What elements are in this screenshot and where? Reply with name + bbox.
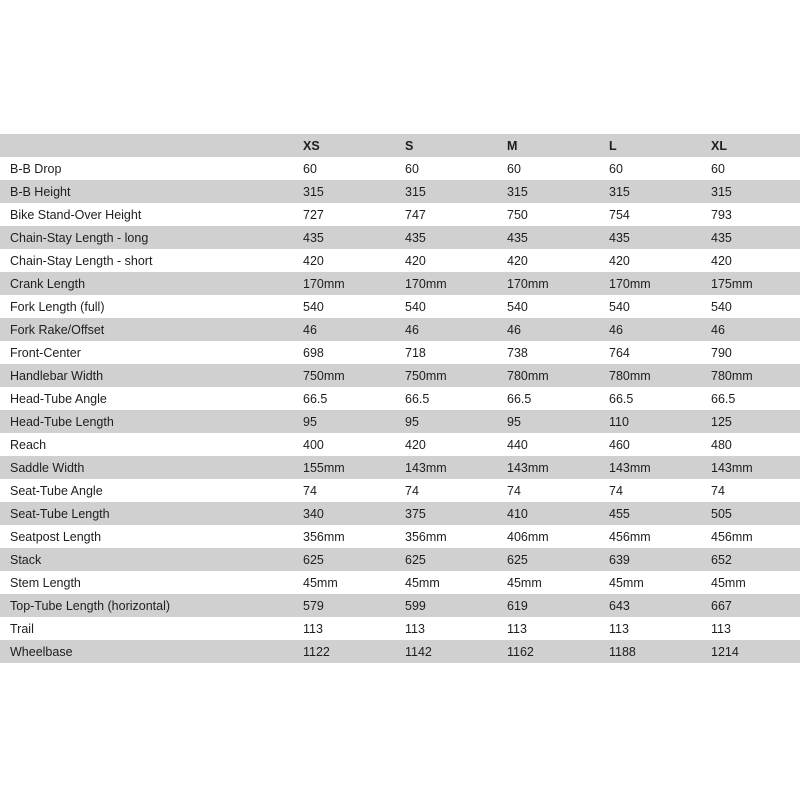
table-cell: 619 <box>507 598 528 613</box>
table-cell: 420 <box>609 253 630 268</box>
table-cell: 170mm <box>507 276 549 291</box>
column-header: XS <box>303 138 320 153</box>
table-cell: 315 <box>711 184 732 199</box>
row-label: Trail <box>10 621 34 636</box>
table-cell: 540 <box>711 299 732 314</box>
table-cell: 95 <box>507 414 521 429</box>
table-cell: 456mm <box>609 529 651 544</box>
table-cell: 435 <box>405 230 426 245</box>
table-cell: 46 <box>711 322 725 337</box>
table-cell: 66.5 <box>609 391 634 406</box>
row-label: Front-Center <box>10 345 81 360</box>
table-row <box>0 180 800 203</box>
table-cell: 540 <box>609 299 630 314</box>
table-cell: 420 <box>405 253 426 268</box>
table-cell: 780mm <box>609 368 651 383</box>
column-header: M <box>507 138 518 153</box>
table-cell: 790 <box>711 345 732 360</box>
table-cell: 60 <box>711 161 725 176</box>
column-header: XL <box>711 138 727 153</box>
table-cell: 66.5 <box>303 391 328 406</box>
row-label: Wheelbase <box>10 644 73 659</box>
row-label: Seat-Tube Length <box>10 506 110 521</box>
table-cell: 420 <box>405 437 426 452</box>
table-cell: 764 <box>609 345 630 360</box>
table-cell: 625 <box>405 552 426 567</box>
row-label: B-B Height <box>10 184 71 199</box>
table-cell: 750mm <box>303 368 345 383</box>
table-cell: 74 <box>405 483 419 498</box>
table-cell: 45mm <box>711 575 746 590</box>
table-cell: 113 <box>303 621 323 636</box>
table-cell: 625 <box>303 552 324 567</box>
table-cell: 1162 <box>507 644 534 659</box>
table-row <box>0 226 800 249</box>
table-cell: 340 <box>303 506 324 521</box>
table-cell: 45mm <box>405 575 440 590</box>
table-cell: 74 <box>507 483 521 498</box>
table-cell: 440 <box>507 437 528 452</box>
header-corner-cell <box>0 134 303 157</box>
table-cell: 45mm <box>303 575 338 590</box>
row-label: B-B Drop <box>10 161 62 176</box>
table-cell: 754 <box>609 207 630 222</box>
table-cell: 113 <box>405 621 425 636</box>
row-label: Fork Rake/Offset <box>10 322 105 337</box>
table-cell: 435 <box>609 230 630 245</box>
table-cell: 652 <box>711 552 732 567</box>
table-cell: 66.5 <box>507 391 532 406</box>
table-cell: 143mm <box>405 460 447 475</box>
table-cell: 125 <box>711 414 732 429</box>
table-row <box>0 617 800 640</box>
table-row <box>0 640 800 663</box>
table-cell: 46 <box>609 322 623 337</box>
table-row <box>0 456 800 479</box>
table-cell: 170mm <box>609 276 651 291</box>
row-label: Saddle Width <box>10 460 85 475</box>
table-row <box>0 203 800 226</box>
table-cell: 315 <box>609 184 630 199</box>
table-cell: 60 <box>609 161 623 176</box>
table-row <box>0 387 800 410</box>
table-row <box>0 548 800 571</box>
table-cell: 1188 <box>609 644 636 659</box>
table-cell: 750 <box>507 207 528 222</box>
table-cell: 455 <box>609 506 630 521</box>
table-cell: 480 <box>711 437 732 452</box>
table-cell: 45mm <box>609 575 644 590</box>
column-header: S <box>405 138 414 153</box>
row-label: Stack <box>10 552 42 567</box>
table-cell: 747 <box>405 207 426 222</box>
table-cell: 315 <box>303 184 324 199</box>
row-label: Bike Stand-Over Height <box>10 207 142 222</box>
table-cell: 175mm <box>711 276 753 291</box>
table-cell: 780mm <box>711 368 753 383</box>
table-cell: 1142 <box>405 644 432 659</box>
table-row <box>0 594 800 617</box>
row-label: Head-Tube Angle <box>10 391 107 406</box>
table-cell: 639 <box>609 552 630 567</box>
table-row <box>0 525 800 548</box>
table-cell: 625 <box>507 552 528 567</box>
table-cell: 420 <box>711 253 732 268</box>
table-row <box>0 249 800 272</box>
table-cell: 727 <box>303 207 324 222</box>
row-label: Seat-Tube Angle <box>10 483 103 498</box>
row-label: Seatpost Length <box>10 529 102 544</box>
table-row <box>0 272 800 295</box>
table-row <box>0 295 800 318</box>
table-row <box>0 433 800 456</box>
row-label: Reach <box>10 437 47 452</box>
table-cell: 579 <box>303 598 324 613</box>
table-cell: 456mm <box>711 529 753 544</box>
table-cell: 60 <box>405 161 419 176</box>
header-row <box>0 134 800 157</box>
table-row <box>0 364 800 387</box>
table-cell: 400 <box>303 437 324 452</box>
table-cell: 66.5 <box>711 391 736 406</box>
table-cell: 315 <box>507 184 528 199</box>
table-cell: 540 <box>507 299 528 314</box>
table-cell: 110 <box>609 414 629 429</box>
table-cell: 95 <box>303 414 317 429</box>
table-cell: 155mm <box>303 460 345 475</box>
table-cell: 667 <box>711 598 732 613</box>
table-row <box>0 502 800 525</box>
table-cell: 170mm <box>303 276 345 291</box>
table-cell: 170mm <box>405 276 447 291</box>
table-cell: 1214 <box>711 644 739 659</box>
table-row <box>0 318 800 341</box>
table-cell: 113 <box>609 621 629 636</box>
table-cell: 643 <box>609 598 630 613</box>
table-cell: 718 <box>405 345 426 360</box>
table-cell: 45mm <box>507 575 542 590</box>
table-cell: 315 <box>405 184 426 199</box>
table-cell: 750mm <box>405 368 447 383</box>
table-cell: 738 <box>507 345 528 360</box>
table-cell: 599 <box>405 598 426 613</box>
table-cell: 435 <box>711 230 732 245</box>
table-cell: 143mm <box>609 460 651 475</box>
row-label: Chain-Stay Length - long <box>10 230 149 245</box>
table-cell: 143mm <box>711 460 753 475</box>
table-cell: 420 <box>507 253 528 268</box>
table-cell: 410 <box>507 506 528 521</box>
row-label: Chain-Stay Length - short <box>10 253 153 268</box>
table-cell: 540 <box>405 299 426 314</box>
table-cell: 66.5 <box>405 391 430 406</box>
row-label: Handlebar Width <box>10 368 104 383</box>
row-label: Top-Tube Length (horizontal) <box>10 598 171 613</box>
table-cell: 46 <box>303 322 317 337</box>
table-cell: 74 <box>609 483 623 498</box>
table-cell: 46 <box>507 322 521 337</box>
table-row <box>0 571 800 594</box>
table-cell: 780mm <box>507 368 549 383</box>
table-cell: 95 <box>405 414 419 429</box>
table-cell: 60 <box>507 161 521 176</box>
row-label: Fork Length (full) <box>10 299 105 314</box>
table-cell: 356mm <box>303 529 345 544</box>
table-cell: 1122 <box>303 644 330 659</box>
table-row <box>0 341 800 364</box>
table-cell: 406mm <box>507 529 549 544</box>
row-label: Stem Length <box>10 575 81 590</box>
table-cell: 793 <box>711 207 732 222</box>
table-row <box>0 479 800 502</box>
table-cell: 74 <box>711 483 725 498</box>
column-header: L <box>609 138 617 153</box>
table-cell: 698 <box>303 345 324 360</box>
table-cell: 435 <box>303 230 324 245</box>
geometry-table <box>0 134 800 663</box>
table-cell: 113 <box>711 621 731 636</box>
table-cell: 60 <box>303 161 317 176</box>
table-row <box>0 410 800 433</box>
table-cell: 74 <box>303 483 317 498</box>
row-label: Crank Length <box>10 276 86 291</box>
table-row <box>0 157 800 180</box>
table-cell: 143mm <box>507 460 549 475</box>
table-cell: 460 <box>609 437 630 452</box>
table-cell: 356mm <box>405 529 447 544</box>
table-cell: 435 <box>507 230 528 245</box>
table-cell: 113 <box>507 621 527 636</box>
table-cell: 46 <box>405 322 419 337</box>
table-cell: 375 <box>405 506 426 521</box>
table-cell: 420 <box>303 253 324 268</box>
table-cell: 540 <box>303 299 324 314</box>
table-cell: 505 <box>711 506 732 521</box>
row-label: Head-Tube Length <box>10 414 114 429</box>
